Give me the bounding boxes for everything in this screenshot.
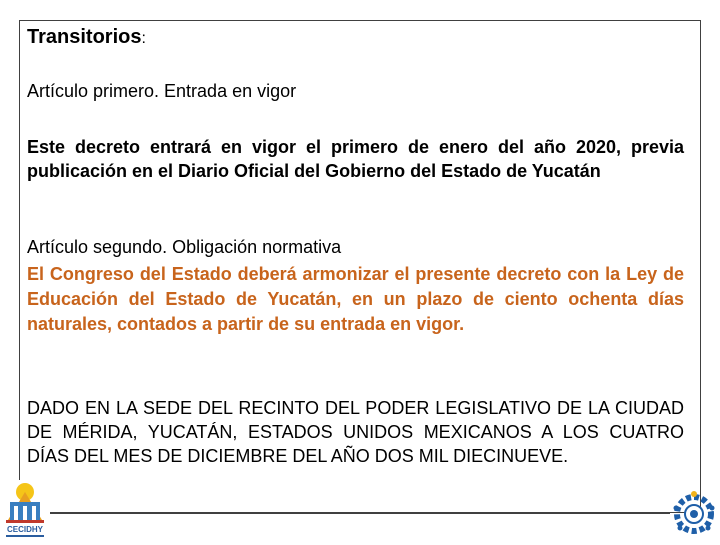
- closing-statement: DADO EN LA SEDE DEL RECINTO DEL PODER LEGISLATIVO DE LA CIUDAD DE MÉRIDA, YUCATÁN, ESTADOS UNIDOS MEXICANOS A LOS CUATRO DÍAS DEL MES DE DICIEMBRE DEL AÑO DOS MIL DIECINUEVE.: [27, 398, 684, 466]
- article1-heading: Artículo primero. Entrada en vigor: [27, 81, 297, 101]
- footer-divider: [50, 513, 670, 514]
- cecidhy-logo: [0, 480, 50, 540]
- title-text: Transitorios: [27, 26, 142, 48]
- blue-emblem-logo: [668, 488, 720, 540]
- article2-heading: Artículo segundo. Obligación normativa: [27, 237, 342, 257]
- article1-body: Este decreto entrará en vigor el primero de enero del año 2020, previa publicación en el Diario Oficial del Gobierno del Estado de Yucatán: [27, 137, 684, 181]
- cecidhy-logo-text: CECIDHY: [6, 525, 44, 534]
- title-colon: :: [141, 30, 146, 47]
- article2-body: El Congreso del Estado deberá armonizar el presente decreto con la Ley de Educación del Estado de Yucatán, en un plazo de ciento ochenta días naturales, contados a partir de su entrada en vigor.: [27, 264, 684, 334]
- slide-title: [27, 26, 146, 49]
